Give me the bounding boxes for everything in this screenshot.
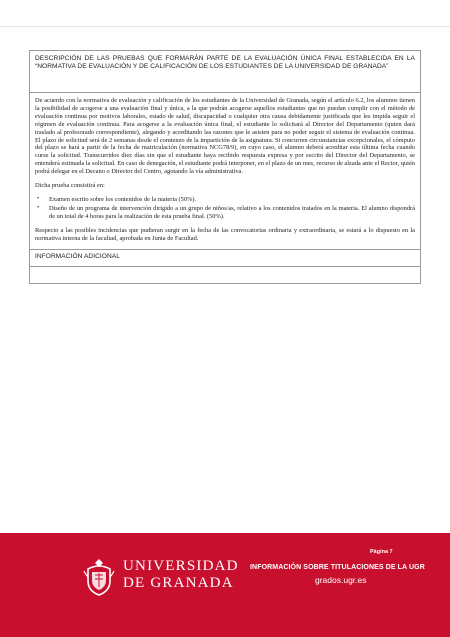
footer-site-link[interactable]: grados.ugr.es [315, 575, 367, 585]
table-body-cell [30, 93, 420, 250]
university-name-line2: DE GRANADA [123, 575, 234, 591]
table-header-title: DESCRIPCIÓN DE LAS PRUEBAS QUE FORMARÁN PARTE DE LA EVALUACIÓN ÚNICA FINAL ESTABLECIDA EN LA “NORMATIVA DE EVALUACIÓN Y DE CALIFICACIÓN DE LOS ESTUDIANTES DE LA UNIVERSIDAD DE GRANADA” [35, 55, 415, 71]
paragraph-test-consists: Dicha prueba consistirá en: [35, 182, 105, 190]
top-divider [0, 26, 450, 27]
list-item [35, 196, 415, 204]
paragraph-incidents: Respecto a las posibles incidencias que pudieran surgir en la fecha de las convocatorias ordinaria y extraordinaria, se estará a lo dispuesto en la normativa interna de la facultad, aprobada en Junta de Facultad. [35, 226, 415, 242]
evaluation-table [29, 50, 421, 284]
list-item-text: Diseño de un programa de intervención dirigido a un grupo de niños/as, relativo a los contenidos tratados en la materia. El alumno dispondrá de un total de 4 horas para la realización de esta prueba final. (50%). [49, 204, 415, 220]
additional-info-content-cell [30, 267, 420, 283]
footer-band [0, 533, 450, 637]
university-name-line1: UNIVERSIDAD [123, 558, 239, 574]
footer-info-text: INFORMACIÓN SOBRE TITULACIONES DE LA UGR [250, 564, 425, 571]
additional-info-header-cell [30, 250, 420, 267]
list-item-text: Examen escrito sobre los contenidos de la materia (50%). [49, 195, 197, 203]
bullet-icon: • [37, 195, 40, 202]
top-bar [0, 0, 450, 28]
additional-info-title: INFORMACIÓN ADICIONAL [35, 252, 120, 260]
university-crest-icon [82, 557, 116, 597]
table-header-cell [30, 51, 420, 93]
bullet-icon: • [37, 204, 40, 211]
paragraph-evaluation-rules: De acuerdo con la normativa de evaluación y calificación de los estudiantes de la Universidad de Granada, según el artículo 6.2, los alumnos tienen la posibilidad de acogerse a una evaluación final y única, a la que podrán acogerse aquellos estudiantes que no puedan cumplir con el método de evaluación continua por motivos laborales, estado de salud, discapacidad o cualquier otra causa debidamente justificada que les impida seguir el régimen de evaluación continua. Para acogerse a la evaluación única final, el estudiante lo solicitará al Director del Departamento (quien dará traslado al profesorado correspondiente), alegando y acreditando las razones que le asisten para no poder seguir el sistema de evaluación continua. El plazo de solicitud será de 2 semanas desde el comienzo de la impartición de la asignatura. Si concurren circunstancias excepcionales, el cómputo del plazo se hará a partir de la fecha de matriculación (normativa NCG78/9), en cuyo caso, el alumno deberá acreditar esta última fecha cuando curse la solicitud. Transcurridos diez días sin que el estudiante haya recibido respuesta expresa y por escrito del Director del Departamento, se entenderá estimada la solicitud. En caso de denegación, el estudiante podrá interponer, en el plazo de un mes, recurso de alzada ante el Rector, quién podrá delegar en el Decano o Director del Centro, agotando la vía administrativa. [35, 97, 415, 176]
test-components-list [35, 196, 415, 221]
list-item [35, 205, 415, 221]
page-number: Página 7 [370, 549, 393, 555]
